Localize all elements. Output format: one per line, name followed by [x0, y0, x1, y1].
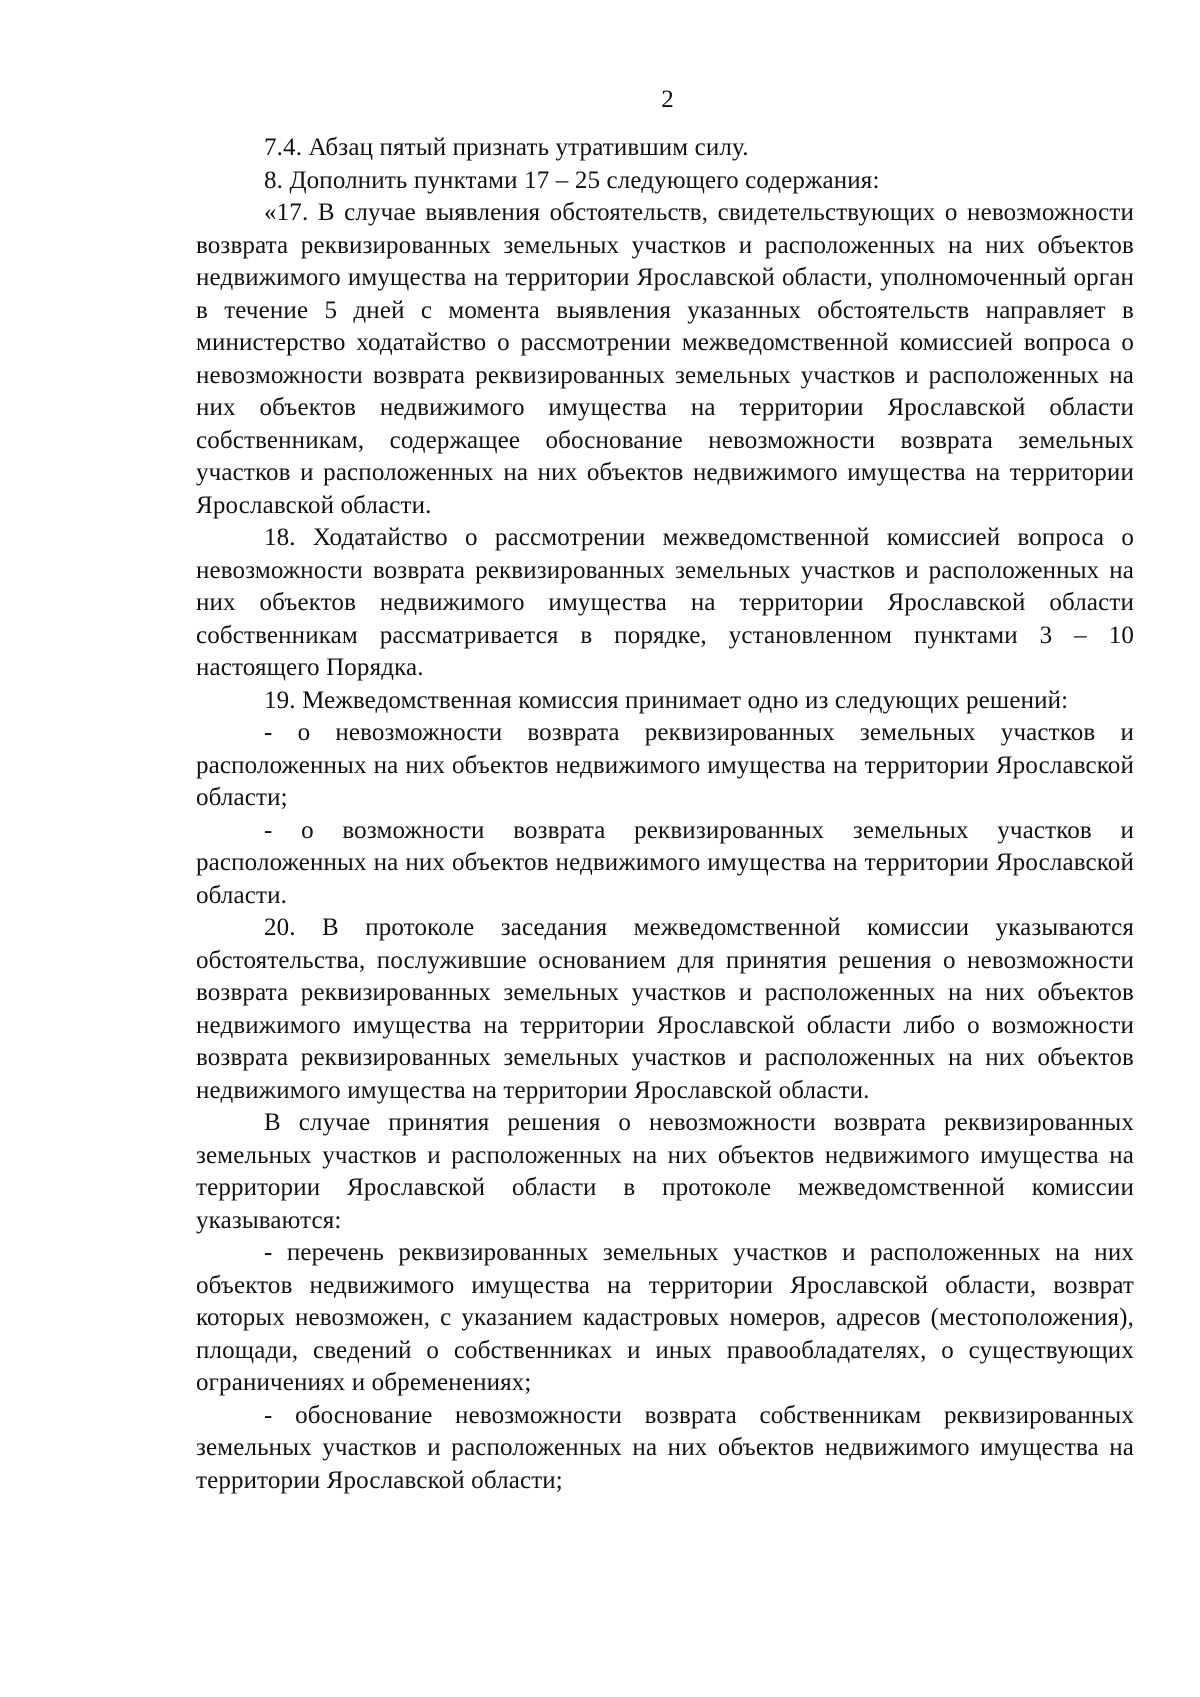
page-number: 2	[661, 86, 674, 113]
paragraph-18: 18. Ходатайство о рассмотрении межведомственной комиссией вопроса о невозможности возврата реквизированных земельных участков и расположенных на них объектов недвижимого имущества на территории Ярославской области собственникам рассматривается в порядке, установленном пунктами 3 – 10 настоящего Порядка.	[196, 524, 1134, 681]
paragraph-7-4: 7.4. Абзац пятый признать утратившим силу.	[264, 134, 749, 161]
paragraph-8: 8. Дополнить пунктами 17 – 25 следующего содержания:	[264, 166, 880, 194]
list-item-impossibility: - о невозможности возврата реквизированных земельных участков и расположенных на них объектов недвижимого имущества на территории Ярославской области;	[196, 719, 1134, 811]
list-item-possibility: - о возможности возврата реквизированных земельных участков и расположенных на них объектов недвижимого имущества на территории Ярославской области.	[196, 816, 1134, 909]
paragraph-protocol: В случае принятия решения о невозможности возврата реквизированных земельных участков и расположенных на них объектов недвижимого имущества на территории Ярославской области в протоколе межведомственной комиссии указываются:	[196, 1109, 1134, 1234]
list-item-property-list: - перечень реквизированных земельных участков и расположенных на них объектов недвижимого имущества на территории Ярославской области, возврат которых невозможен, с указанием кадастровых номеров, адресов (местоположения), площади, сведений о собственниках и иных правообладателях, о существующих ограничениях и обременениях;	[196, 1239, 1134, 1396]
paragraph-17: «17. В случае выявления обстоятельств, свидетельствующих о невозможности возврата реквизированных земельных участков и расположенных на них объектов недвижимого имущества на территории Ярославской области, уполномоченный орган в течение 5 дней с момента выявления указанных обстоятельств направляет в министерство ходатайство о рассмотрении межведомственной комиссией вопроса о невозможности возврата реквизированных земельных участков и расположенных на них объектов недвижимого имущества на территории Ярославской области собственникам, содержащее обоснование невозможности возврата земельных участков и расположенных на них объектов недвижимого имущества на территории Ярославской области.	[196, 199, 1134, 519]
document-body	[196, 132, 1134, 1497]
paragraph-19: 19. Межведомственная комиссия принимает одно из следующих решений:	[264, 686, 1069, 714]
list-item-justification: - обоснование невозможности возврата собственникам реквизированных земельных участков и расположенных на них объектов недвижимого имущества на территории Ярославской области;	[196, 1401, 1134, 1494]
paragraph-20: 20. В протоколе заседания межведомственной комиссии указываются обстоятельства, послужившие основанием для принятия решения о невозможности возврата реквизированных земельных участков и расположенных на них объектов недвижимого имущества на территории Ярославской области либо о возможности возврата реквизированных земельных участков и расположенных на них объектов недвижимого имущества на территории Ярославской области.	[196, 914, 1134, 1104]
